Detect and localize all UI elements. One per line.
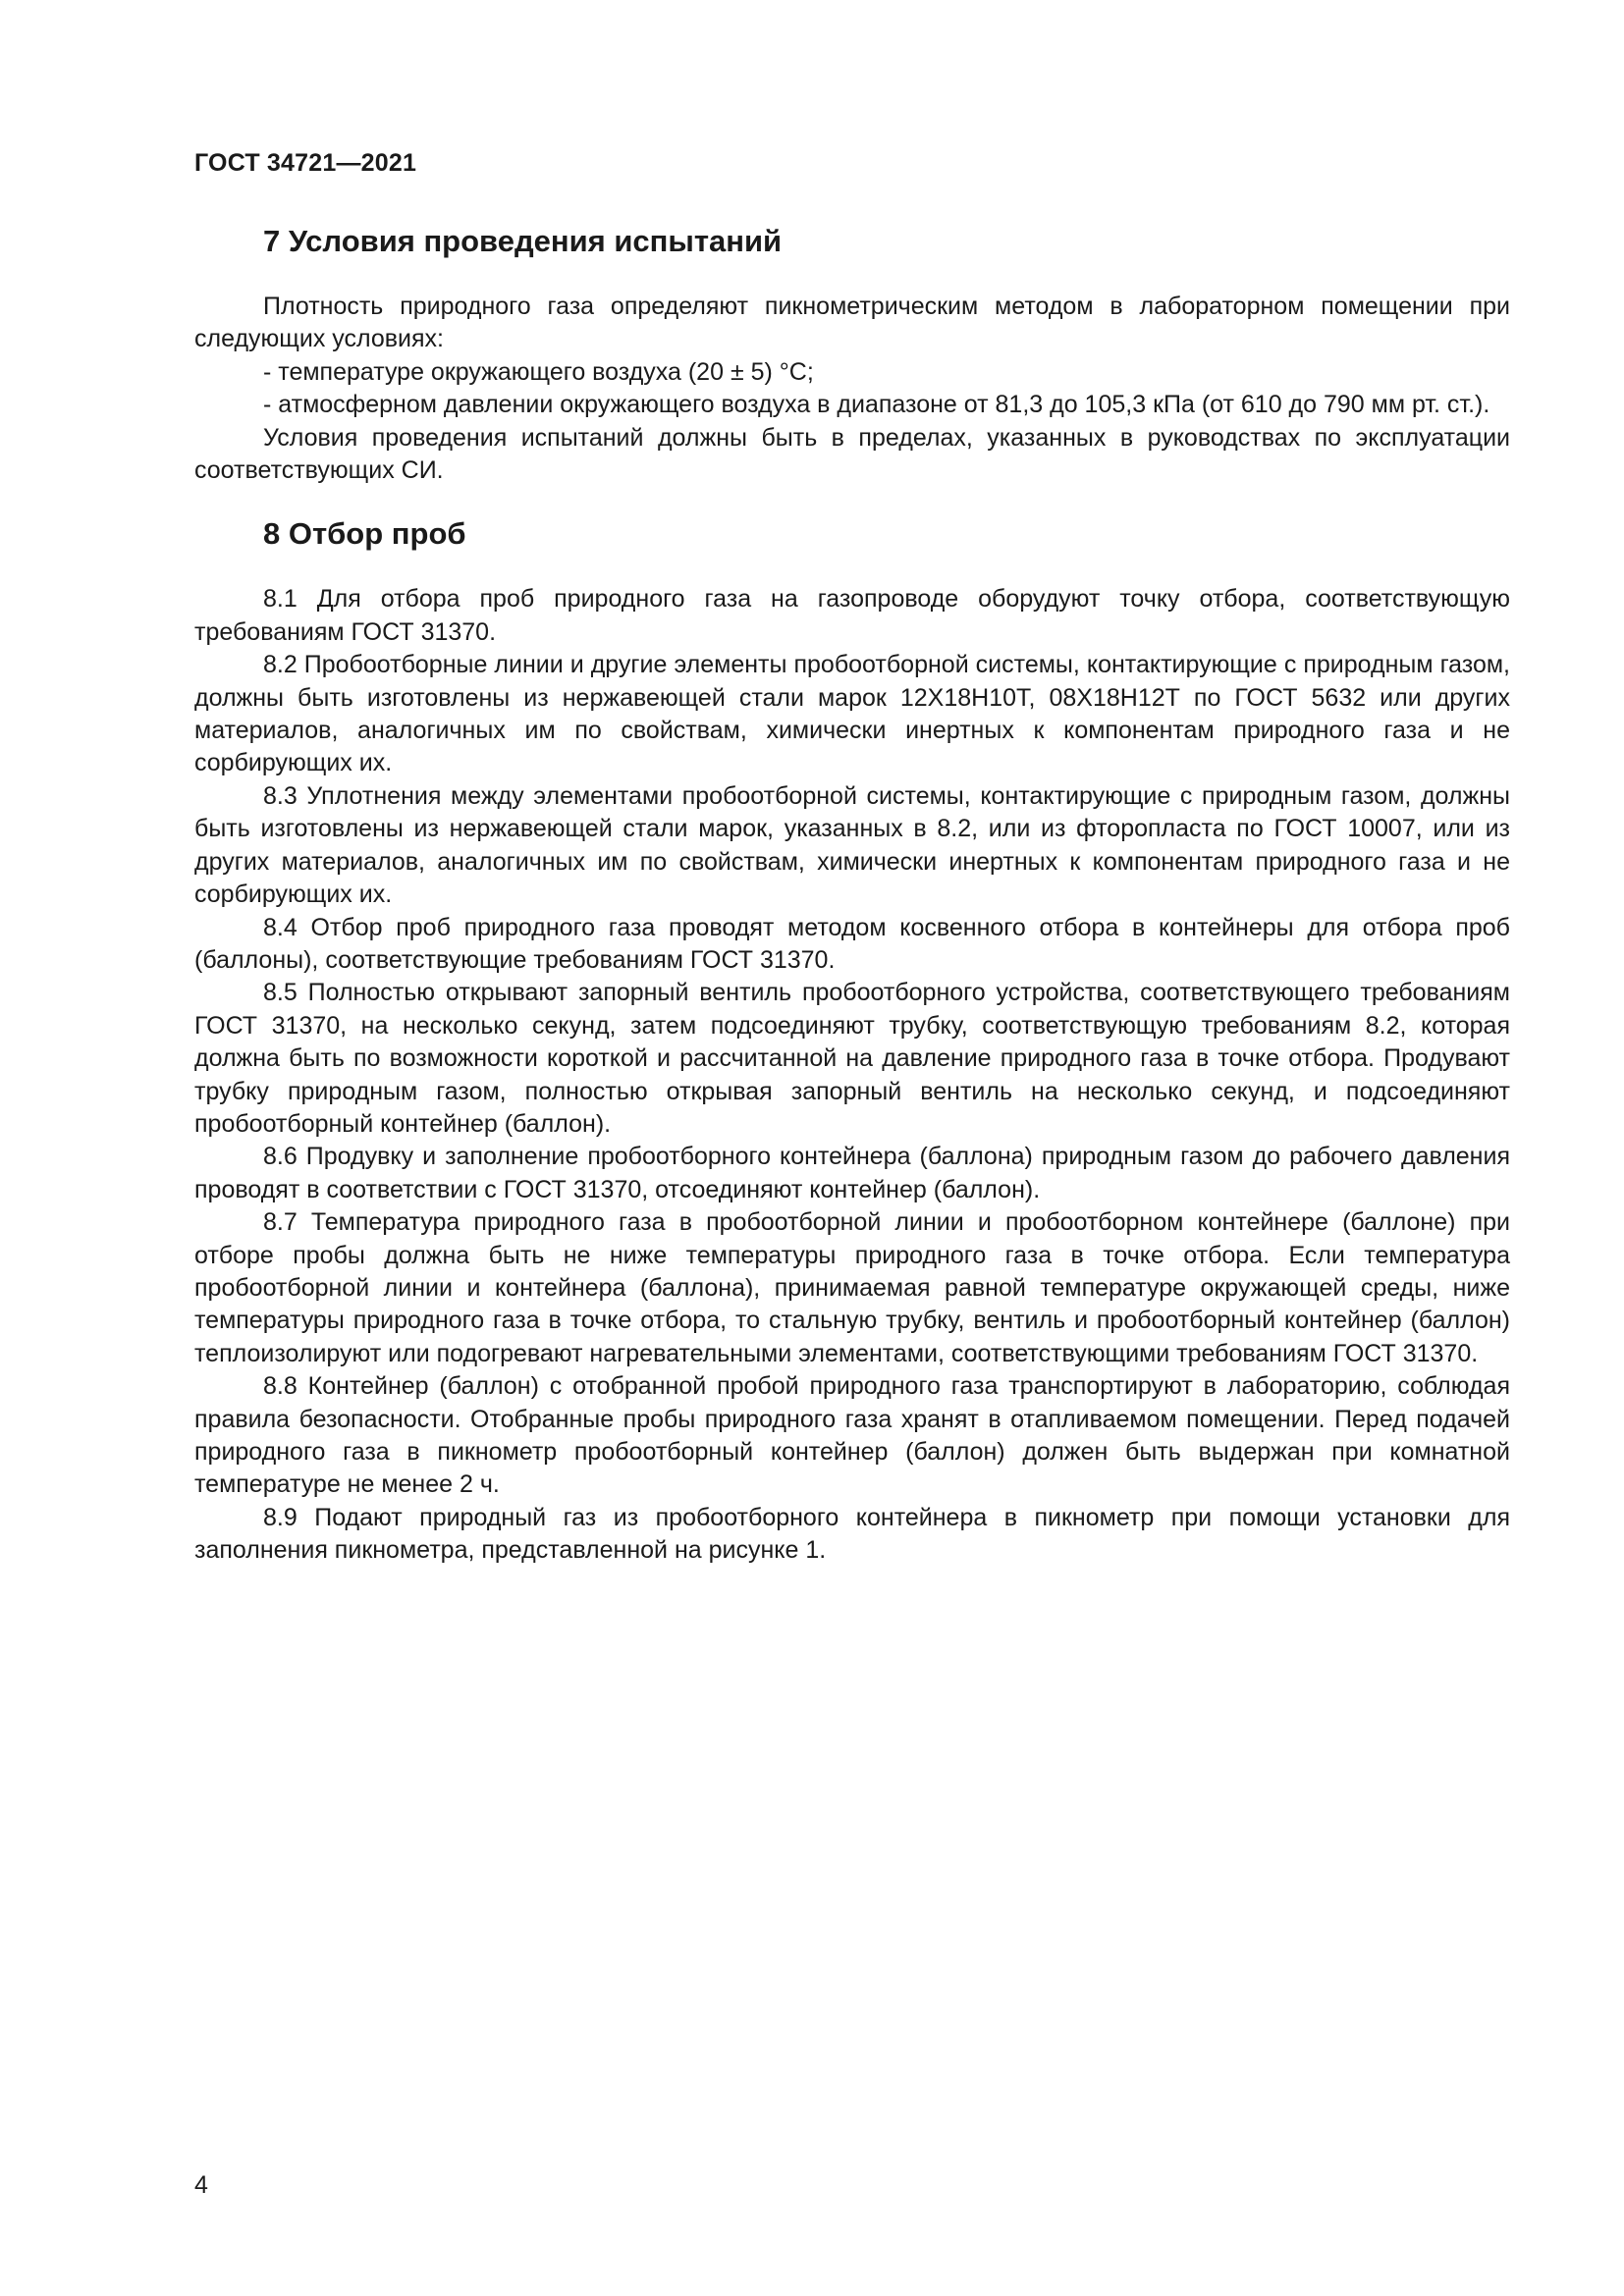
- clause-8-4: 8.4 Отбор проб природного газа проводят методом косвенного отбора в контейнеры для отбора проб (баллоны), соответствующие требованиям ГОСТ 31370.: [194, 913, 1510, 974]
- clause-8-2: 8.2 Пробоотборные линии и другие элементы пробоотборной системы, контактирующие с природным газом, должны быть изготовлены из нержавеющей стали марок 12Х18Н10Т, 08Х18Н12Т по ГОСТ 5632 или других материалов, аналогичных им по свойствам, химически инертных к компонентам природного газа и не сорбирующих их.: [194, 651, 1510, 777]
- page-number: 4: [194, 2171, 208, 2199]
- clause-8-7: 8.7 Температура природного газа в пробоотборной линии и пробоотборном контейнере (баллоне) при отборе пробы должна быть не ниже температуры природного газа в точке отбора. Если температура пробоотборной линии и контейнера (баллона), принимаемая равной температуре окружающей среды, ниже температуры природного газа в точке отбора, то стальную трубку, вентиль и пробоотборный контейнер (баллон) теплоизолируют или подогревают нагревательными элементами, соответствующими требованиям ГОСТ 31370.: [194, 1208, 1510, 1367]
- clause-8-9: 8.9 Подают природный газ из пробоотборного контейнера в пикнометр при помощи установки для заполнения пикнометра, представленной на рисунке 1.: [194, 1503, 1510, 1565]
- section-8-title: 8 Отбор проб: [263, 516, 466, 552]
- document-body: [194, 222, 1510, 1568]
- clause-8-5: 8.5 Полностью открывают запорный вентиль пробоотборного устройства, соответствующего требованиям ГОСТ 31370, на несколько секунд, затем подсоединяют трубку, соответствующую требованиям 8.2, которая должна быть по возможности короткой и рассчитанной на давление природного газа в точке отбора. Продувают трубку природным газом, полностью открывая запорный вентиль на несколько секунд, и подсоединяют пробоотборный контейнер (баллон).: [194, 979, 1510, 1138]
- section-7-paragraph: Плотность природного газа определяют пикнометрическим методом в лабораторном помещении при следующих условиях:: [194, 293, 1510, 353]
- section-7-list-item: - атмосферном давлении окружающего воздуха в диапазоне от 81,3 до 105,3 кПа (от 610 до 790 мм рт. ст.).: [263, 391, 1490, 419]
- clause-8-1: 8.1 Для отбора проб природного газа на газопроводе оборудуют точку отбора, соответствующую требованиям ГОСТ 31370.: [194, 585, 1510, 646]
- section-7-list-item: - температуре окружающего воздуха (20 ± 5) °С;: [263, 357, 814, 386]
- section-7-paragraph: Условия проведения испытаний должны быть в пределах, указанных в руководствах по эксплуатации соответствующих СИ.: [194, 423, 1510, 485]
- clause-8-3: 8.3 Уплотнения между элементами пробоотборной системы, контактирующие с природным газом, должны быть изготовлены из нержавеющей стали марок, указанных в 8.2, или из фторопласта по ГОСТ 10007, или из других материалов, аналогичных им по свойствам, химически инертных к компонентам природного газа и не сорбирующих их.: [194, 781, 1510, 909]
- document-code: ГОСТ 34721—2021: [194, 149, 417, 177]
- clause-8-6: 8.6 Продувку и заполнение пробоотборного контейнера (баллона) природным газом до рабочего давления проводят в соответствии с ГОСТ 31370, отсоединяют контейнер (баллон).: [194, 1143, 1510, 1203]
- section-7-title: 7 Условия проведения испытаний: [263, 224, 783, 258]
- clause-8-8: 8.8 Контейнер (баллон) с отобранной пробой природного газа транспортируют в лабораторию, соблюдая правила безопасности. Отобранные пробы природного газа хранят в отапливаемом помещении. Перед подачей природного газа в пикнометр пробоотборный контейнер (баллон) должен быть выдержан при комнатной температуре не менее 2 ч.: [194, 1372, 1510, 1499]
